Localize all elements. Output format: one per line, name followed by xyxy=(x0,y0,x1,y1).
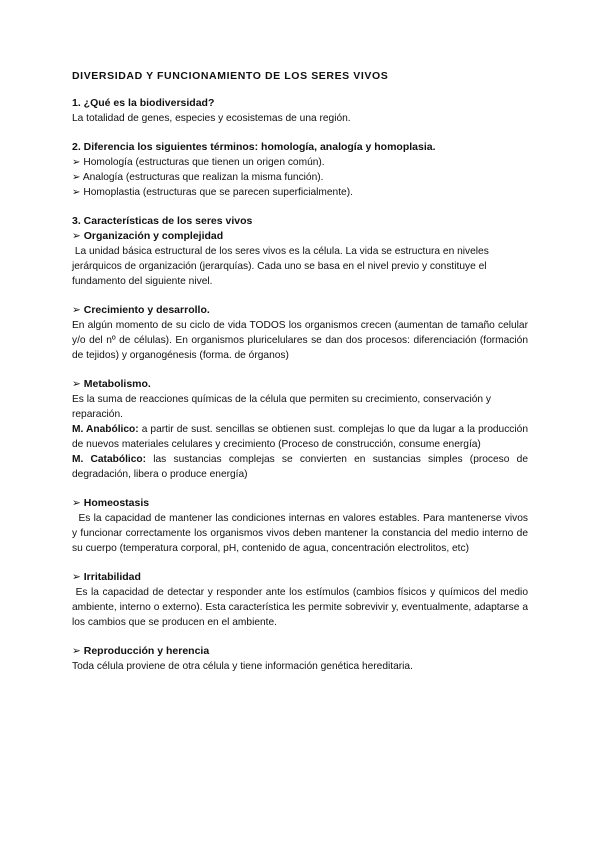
subheading-text: Metabolismo. xyxy=(83,378,151,390)
subheading-text: Homeostasis xyxy=(83,497,150,509)
metabolismo-text: Es la suma de reacciones químicas de la célula que permiten su crecimiento, conservación y reparación. xyxy=(72,394,492,420)
arrow-bullet-icon: ➢ xyxy=(72,304,81,316)
reproduccion-text: Toda célula proviene de otra célula y tiene información genética hereditaria. xyxy=(72,661,413,672)
subheading-metabolismo xyxy=(72,377,528,392)
anabolico-text: a partir de sust. sencillas se obtienen sust. complejas lo que da lugar a la producción de nuevos materiales celulares y crecimiento (Proceso de construcción, consume energía) xyxy=(72,424,528,450)
list-item xyxy=(72,185,528,200)
anabolico-label: M. Anabólico: xyxy=(72,424,139,435)
catabolico-text: las sustancias complejas se convierten en sustancias simples (proceso de degradación, libera o produce energía) xyxy=(72,454,528,480)
anabolico-paragraph xyxy=(72,422,528,452)
document-page xyxy=(72,70,528,674)
document-title: DIVERSIDAD Y FUNCIONAMIENTO DE LOS SERES VIVOS xyxy=(72,70,389,82)
arrow-bullet-icon: ➢ xyxy=(72,187,81,198)
arrow-bullet-icon: ➢ xyxy=(72,157,81,168)
arrow-bullet-icon: ➢ xyxy=(72,645,81,657)
subheading-text: Reproducción y herencia xyxy=(83,645,210,657)
subheading-text: Organización y complejidad xyxy=(83,230,224,242)
subheading-crecimiento xyxy=(72,303,528,318)
section-1-text: La totalidad de genes, especies y ecosistemas de una región. xyxy=(72,113,351,124)
section-3-heading: 3. Características de los seres vivos xyxy=(72,215,253,227)
list-item-text: Analogía (estructuras que realizan la misma función). xyxy=(82,172,324,183)
list-item-text: Homoplastia (estructuras que se parecen superficialmente). xyxy=(83,187,353,198)
homeostasis-text: Es la capacidad de mantener las condiciones internas en valores estables. Para mantenerse vivos y funcionar correctamente los organismos vivos deben mantener la constancia del medio interno de su cuerpo (temperatura corporal, pH, contenido de agua, concentración electrolitos, etc) xyxy=(72,513,528,554)
list-item xyxy=(72,155,528,170)
organizacion-text: La unidad básica estructural de los seres vivos es la célula. La vida se estructura en niveles jerárquicos de organización (jerarquías). Cada uno se basa en el nivel previo y constituye el fundamento del siguiente nivel. xyxy=(72,246,489,287)
crecimiento-text: En algún momento de su ciclo de vida TODOS los organismos crecen (aumentan de tamaño celular y/o del nº de células). En organismos pluricelulares se dan dos procesos: diferenciación (formación de tejidos) y organogénesis (forma. de órganos) xyxy=(72,320,528,361)
subheading-reproduccion xyxy=(72,644,528,659)
subheading-homeostasis xyxy=(72,496,528,511)
arrow-bullet-icon: ➢ xyxy=(72,497,81,509)
section-1-heading: 1. ¿Qué es la biodiversidad? xyxy=(72,97,215,109)
catabolico-label: M. Catabólico: xyxy=(72,454,147,465)
list-item xyxy=(72,170,528,185)
list-item-text: Homología (estructuras que tienen un origen común). xyxy=(83,157,325,168)
subheading-irritabilidad xyxy=(72,570,528,585)
arrow-bullet-icon: ➢ xyxy=(72,230,81,242)
arrow-bullet-icon: ➢ xyxy=(72,378,81,390)
section-2-heading: 2. Diferencia los siguientes términos: homología, analogía y homoplasia. xyxy=(72,141,436,153)
arrow-bullet-icon: ➢ xyxy=(72,571,81,583)
subheading-text: Irritabilidad xyxy=(83,571,141,583)
catabolico-paragraph xyxy=(72,452,528,482)
subheading-text: Crecimiento y desarrollo. xyxy=(83,304,210,316)
arrow-bullet-icon: ➢ xyxy=(72,172,81,183)
irritabilidad-text: Es la capacidad de detectar y responder ante los estímulos (cambios físicos y químicos del medio ambiente, interno o externo). Esta característica les permite sobrevivir y, eventualmente, adaptarse a los cambios que se producen en el ambiente. xyxy=(72,587,528,628)
subheading-organizacion xyxy=(72,229,528,244)
